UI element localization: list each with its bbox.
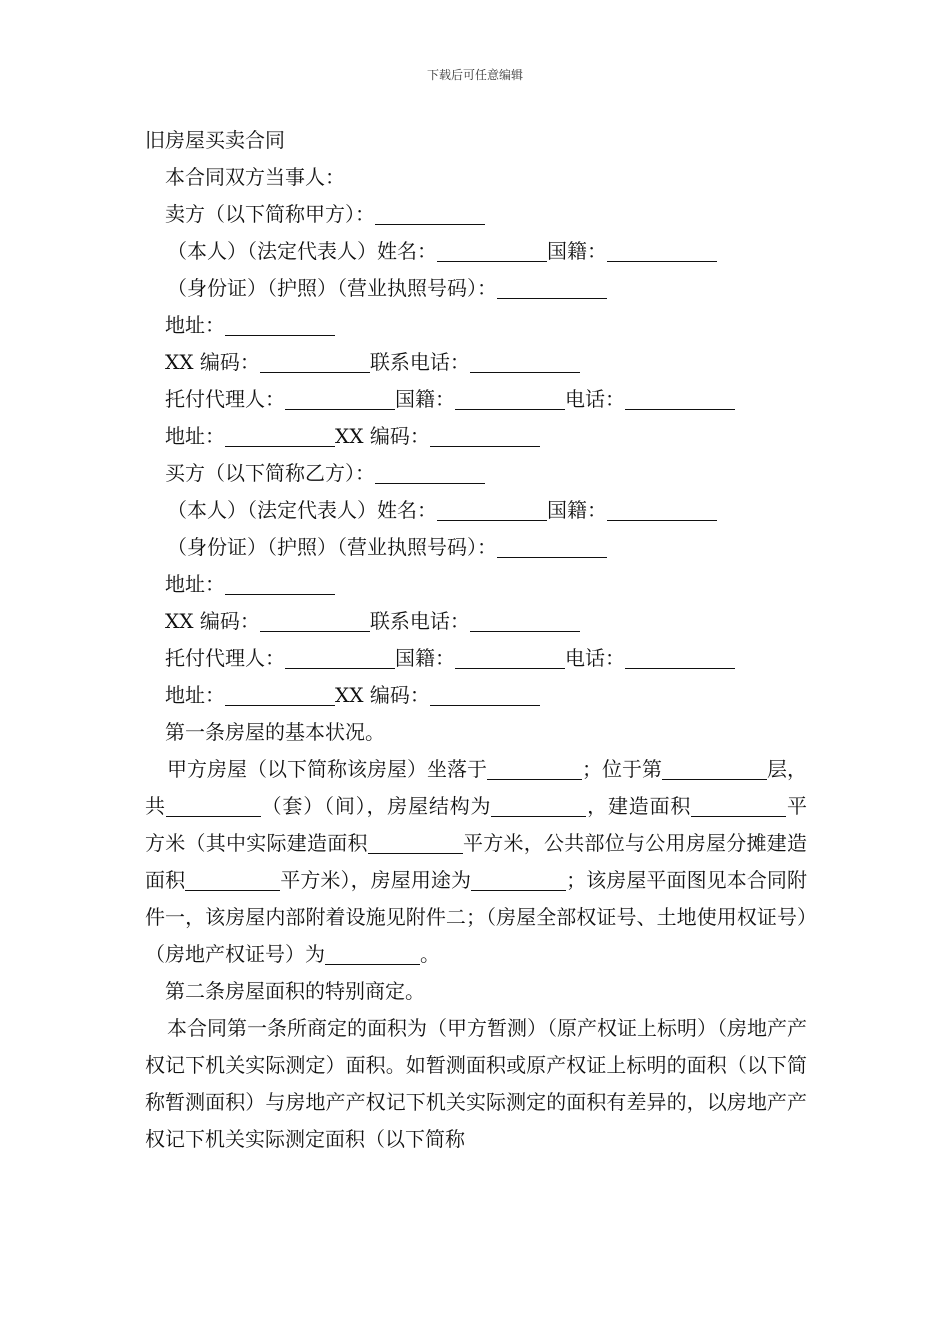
contract-document <box>145 122 807 1158</box>
buyer-phone-blank[interactable] <box>470 609 580 632</box>
shared-area-blank[interactable] <box>185 868 280 891</box>
buyer-label-row <box>145 455 807 492</box>
buyer-postal-label: XX 编码： <box>165 609 260 633</box>
seller-name-blank[interactable] <box>437 239 547 262</box>
seller-agent-address-row <box>145 418 807 455</box>
article-1-heading: 第一条房屋的基本状况。 <box>165 720 385 744</box>
buyer-label: 买方（以下简称乙方）： <box>165 461 375 485</box>
house-total-blank[interactable] <box>166 794 261 817</box>
seller-agent-phone-label: 电话： <box>565 387 625 411</box>
buyer-name-blank[interactable] <box>437 498 547 521</box>
seller-agent-blank[interactable] <box>285 387 395 410</box>
article-1-text-end: 。 <box>420 942 440 966</box>
contract-title: 旧房屋买卖合同 <box>145 128 285 152</box>
buyer-agent-address-row <box>145 677 807 714</box>
buyer-agent-address-label: 地址： <box>165 683 225 707</box>
article-2-heading: 第二条房屋面积的特别商定。 <box>165 979 425 1003</box>
certificate-number-blank[interactable] <box>325 942 420 965</box>
article-1-text-total: 层，共 <box>145 757 807 818</box>
buyer-address-row <box>145 566 807 603</box>
seller-nationality-label: 国籍： <box>547 239 607 263</box>
seller-agent-nationality-label: 国籍： <box>395 387 455 411</box>
article-1-text-actual-area: 平方米（其中实际建造面积 <box>145 794 808 855</box>
buyer-agent-nationality-blank[interactable] <box>455 646 565 669</box>
article-1-text-structure: （套）（间），房屋结构为 <box>260 794 492 818</box>
article-1-text-usage: 平方米），房屋用途为 <box>280 868 472 892</box>
house-structure-blank[interactable] <box>491 794 586 817</box>
buyer-agent-label: 托付代理人： <box>165 646 285 670</box>
seller-id-label: （身份证）（护照）（营业执照号码）： <box>167 276 497 300</box>
seller-name-label: （本人）（法定代表人）姓名： <box>167 239 437 263</box>
buyer-blank[interactable] <box>375 461 485 484</box>
buyer-agent-phone-label: 电话： <box>565 646 625 670</box>
article-1-text-certificate: ；该房屋平面图见本合同附件一，该房屋内部附着设施见附件二；（房屋全部权证号、土地使用权证号）（房地产权证号）为 <box>145 868 808 966</box>
seller-agent-address-blank[interactable] <box>225 424 335 447</box>
seller-phone-blank[interactable] <box>470 350 580 373</box>
buyer-agent-row <box>145 640 807 677</box>
house-usage-blank[interactable] <box>471 868 566 891</box>
article-2-body: 本合同第一条所商定的面积为（甲方暂测）（原产权证上标明）（房地产产权记下机关实际测定）面积。如暂测面积或原产权证上标明的面积（以下简称暂测面积）与房地产产权记下机关实际测定的面积有差异的，以房地产产权记下机关实际测定面积（以下简称 <box>145 1016 807 1151</box>
seller-phone-label: 联系电话： <box>369 350 470 374</box>
building-area-blank[interactable] <box>691 794 786 817</box>
seller-postal-row <box>145 344 807 381</box>
seller-id-row <box>145 270 807 307</box>
seller-agent-address-label: 地址： <box>165 424 225 448</box>
article-1-text-location: 甲方房屋（以下简称该房屋）坐落于 <box>167 757 487 781</box>
seller-nationality-blank[interactable] <box>607 239 717 262</box>
buyer-address-blank[interactable] <box>225 572 335 595</box>
seller-agent-postal-blank[interactable] <box>430 424 540 447</box>
buyer-phone-label: 联系电话： <box>369 609 470 633</box>
house-floor-blank[interactable] <box>662 757 732 780</box>
seller-label: 卖方（以下简称甲方）： <box>165 202 375 226</box>
page-header-note: 下载后可任意编辑 <box>426 68 523 82</box>
seller-label-row <box>145 196 807 233</box>
buyer-nationality-label: 国籍： <box>547 498 607 522</box>
buyer-name-row <box>145 492 807 529</box>
article-1-paragraph <box>145 751 807 973</box>
seller-agent-phone-blank[interactable] <box>625 387 735 410</box>
buyer-nationality-blank[interactable] <box>607 498 717 521</box>
parties-intro: 本合同双方当事人： <box>165 165 345 189</box>
buyer-agent-postal-label: XX 编码： <box>335 683 430 707</box>
buyer-agent-nationality-label: 国籍： <box>395 646 455 670</box>
article-1-text-area: ，建造面积 <box>586 794 692 818</box>
seller-address-blank[interactable] <box>225 313 335 336</box>
buyer-agent-address-blank[interactable] <box>225 683 335 706</box>
seller-address-row <box>145 307 807 344</box>
seller-agent-nationality-blank[interactable] <box>455 387 565 410</box>
buyer-agent-postal-blank[interactable] <box>430 683 540 706</box>
seller-blank[interactable] <box>375 202 485 225</box>
seller-postal-label: XX 编码： <box>165 350 260 374</box>
house-floor-blank-cont[interactable] <box>732 757 767 780</box>
buyer-id-blank[interactable] <box>497 535 607 558</box>
seller-name-row <box>145 233 807 270</box>
buyer-agent-blank[interactable] <box>285 646 395 669</box>
seller-agent-row <box>145 381 807 418</box>
house-location-blank[interactable] <box>487 757 582 780</box>
buyer-name-label: （本人）（法定代表人）姓名： <box>167 498 437 522</box>
seller-agent-label: 托付代理人： <box>165 387 285 411</box>
actual-area-blank[interactable] <box>368 831 463 854</box>
seller-agent-postal-label: XX 编码： <box>335 424 430 448</box>
seller-postal-blank[interactable] <box>260 350 370 373</box>
buyer-postal-row <box>145 603 807 640</box>
buyer-agent-phone-blank[interactable] <box>625 646 735 669</box>
buyer-address-label: 地址： <box>165 572 225 596</box>
buyer-id-row <box>145 529 807 566</box>
buyer-postal-blank[interactable] <box>260 609 370 632</box>
seller-address-label: 地址： <box>165 313 225 337</box>
seller-id-blank[interactable] <box>497 276 607 299</box>
article-1-text-shared-area: 平方米，公共部位与公用房屋分摊建造面积 <box>145 831 807 892</box>
article-2-paragraph <box>145 1010 807 1158</box>
article-1-text-floor: ；位于第 <box>582 757 662 781</box>
buyer-id-label: （身份证）（护照）（营业执照号码）： <box>167 535 497 559</box>
